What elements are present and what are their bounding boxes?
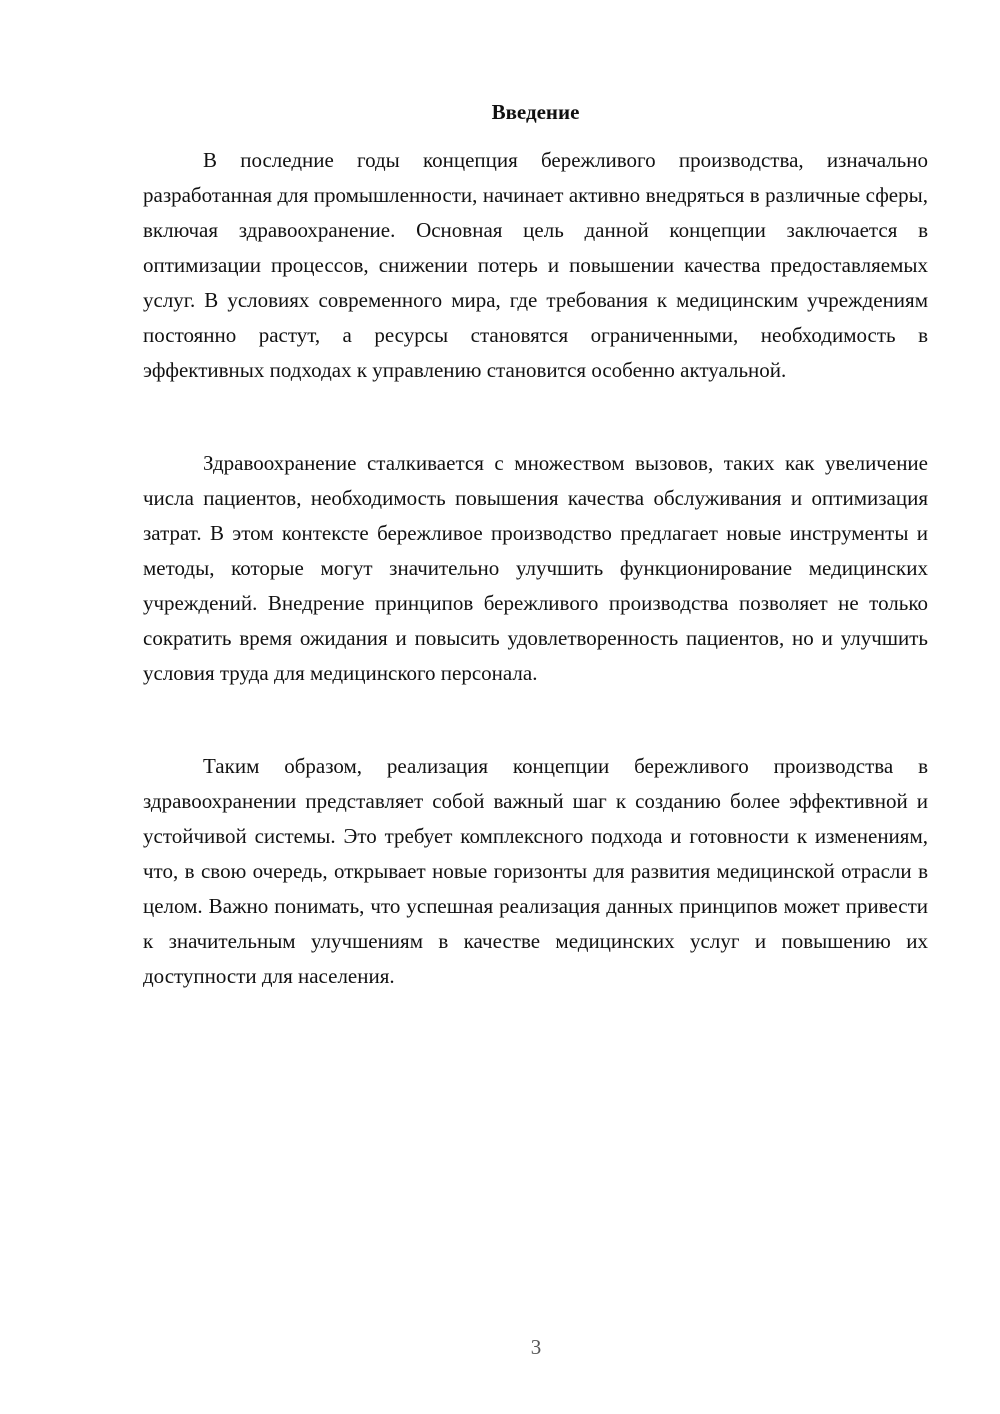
page-title: Введение [491, 100, 580, 124]
paragraph-1: В последние годы концепция бережливого производства, изначально разработанная для промышленности, начинает активно внедряться в различные сферы, включая здравоохранение. Основная цель данной концепции заключается в оптимизации процессов, снижении потерь и повышении качества предоставляемых услуг. В условиях современного мира, где требования к медицинским учреждениям постоянно растут, а ресурсы становятся ограниченными, необходимость в эффективных подходах к управлению становится особенно актуальной. [143, 148, 928, 382]
page-number: 3 [530, 1335, 542, 1359]
paragraph-2: Здравоохранение сталкивается с множеством вызовов, таких как увеличение числа пациентов, необходимость повышения качества обслуживания и оптимизация затрат. В этом контексте бережливое производство предлагает новые инструменты и методы, которые могут значительно улучшить функционирование медицинских учреждений. Внедрение принципов бережливого производства позволяет не только сократить время ожидания и повысить удовлетворенность пациентов, но и улучшить условия труда для медицинского персонала. [143, 451, 928, 685]
paragraph-3: Таким образом, реализация концепции бережливого производства в здравоохранении представляет собой важный шаг к созданию более эффективной и устойчивой системы. Это требует комплексного подхода и готовности к изменениям, что, в свою очередь, открывает новые горизонты для развития медицинской отрасли в целом. Важно понимать, что успешная реализация данных принципов может привести к значительным улучшениям в качестве медицинских услуг и повышению их доступности для населения. [143, 754, 928, 988]
